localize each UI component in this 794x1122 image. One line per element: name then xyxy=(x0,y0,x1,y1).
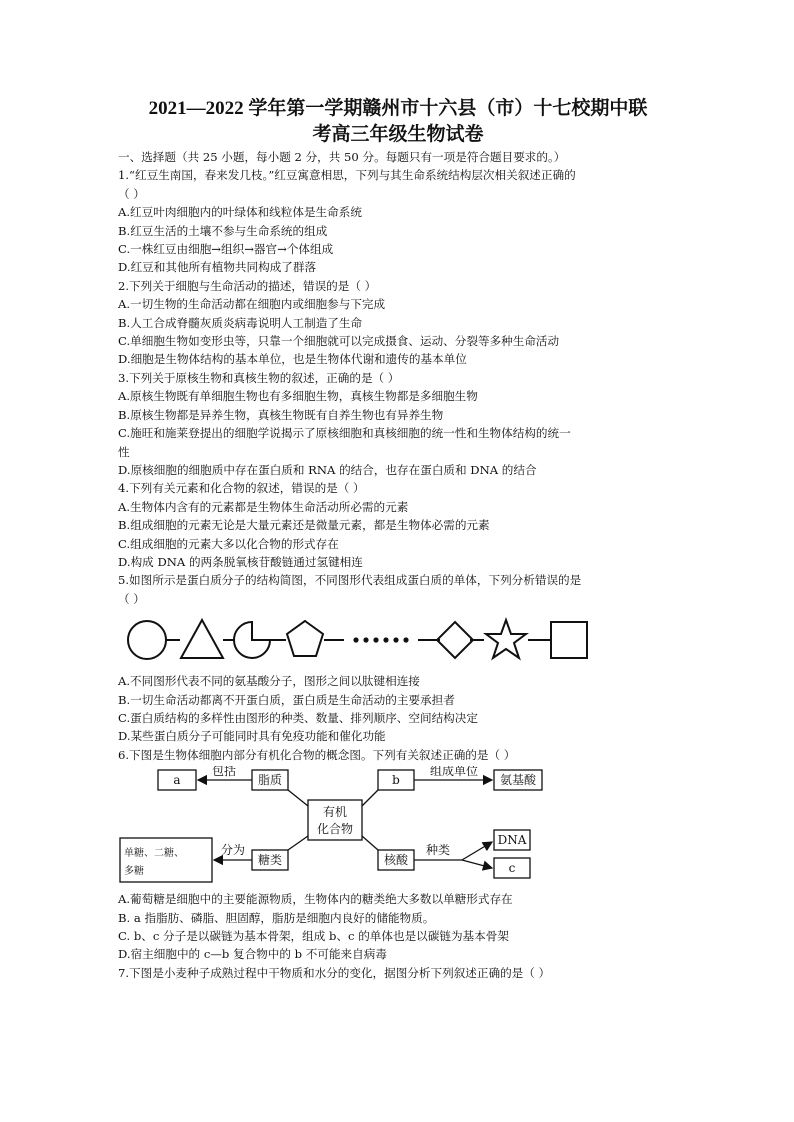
protein-structure-figure xyxy=(118,610,678,670)
label-kinds: 种类 xyxy=(425,843,451,858)
label-sugar-box-2: 多糖 xyxy=(124,866,144,878)
star-monomer xyxy=(486,620,526,658)
link-sugar xyxy=(288,836,308,850)
triangle-monomer xyxy=(181,620,223,658)
label-c: c xyxy=(508,861,516,876)
label-include: 包括 xyxy=(211,766,237,779)
concept-map-figure xyxy=(118,766,678,888)
exam-page xyxy=(118,96,678,982)
q2-option-a: A.一切生物的生命活动都在细胞内或细胞参与下完成 xyxy=(118,297,386,312)
link-b xyxy=(362,790,378,806)
link-nucleic xyxy=(362,836,378,850)
q5-option-c: C.蛋白质结构的多样性由图形的种类、数量、排列顺序、空间结构决定 xyxy=(118,710,478,725)
ellipsis-dots xyxy=(353,638,408,643)
q3-stem: 3.下列关于原核生物和真核生物的叙述，正确的是（ ） xyxy=(118,370,400,385)
section-heading: 一、选择题（共 25 小题，每小题 2 分，共 50 分。每题只有一项是符合题目要求的。） xyxy=(118,150,566,164)
q6-option-d: D.宿主细胞中的 c—b 复合物中的 b 不可能来自病毒 xyxy=(118,947,387,962)
pentagon-monomer xyxy=(287,621,323,656)
q2-option-d: D.细胞是生物体结构的基本单位，也是生物体代谢和遗传的基本单位 xyxy=(118,352,467,367)
q3-option-a: A.原核生物既有单细胞生物也有多细胞生物，真核生物都是多细胞生物 xyxy=(118,389,478,404)
title-line-2: 考高三年级生物试卷 xyxy=(312,124,484,145)
label-unit: 组成单位 xyxy=(429,766,479,779)
q2-stem: 2.下列关于细胞与生命活动的描述，错误的是（ ） xyxy=(118,278,377,293)
q1-stem: 1.“红豆生南国，春来发几枝。”红豆寓意相思，下列与其生命系统结构层次相关叙述正确的 xyxy=(118,168,576,183)
label-dna: DNA xyxy=(497,833,527,848)
q6-option-c: C. b、c 分子是以碳链为基本骨架，组成 b、c 的单体也是以碳链为基本骨架 xyxy=(118,929,509,943)
label-divide: 分为 xyxy=(220,843,246,858)
q6-stem: 6.下图是生物体细胞内部分有机化合物的概念图。下列有关叙述正确的是（ ） xyxy=(118,747,516,762)
q5-stem-bracket: （ ） xyxy=(118,591,145,606)
pacman-monomer xyxy=(234,622,270,658)
q4-option-b: B.组成细胞的元素无论是大量元素还是微量元素，都是生物体必需的元素 xyxy=(118,518,490,533)
q3-option-d: D.原核细胞的细胞质中存在蛋白质和 RNA 的结合，也存在蛋白质和 DNA 的结合 xyxy=(118,462,537,477)
arrow-dna xyxy=(462,842,492,860)
q1-stem-bracket: （ ） xyxy=(118,186,145,201)
q1-option-d: D.红豆和其他所有植物共同构成了群落 xyxy=(118,260,317,275)
exam-title xyxy=(118,96,678,148)
q1-option-c: C.一株红豆由细胞→组织→器官→个体组成 xyxy=(118,242,334,257)
label-lipid: 脂质 xyxy=(257,773,283,788)
q5-option-d: D.某些蛋白质分子可能同时具有免疫功能和催化功能 xyxy=(118,729,386,744)
q4-stem: 4.下列有关元素和化合物的叙述，错误的是（ ） xyxy=(118,481,365,496)
q4-option-c: C.组成细胞的元素大多以化合物的形式存在 xyxy=(118,536,339,551)
q5-option-a: A.不同图形代表不同的氨基酸分子，图形之间以肽键相连接 xyxy=(118,674,420,689)
concept-map-svg xyxy=(118,766,678,884)
q5-stem: 5.如图所示是蛋白质分子的结构简图，不同图形代表组成蛋白质的单体，下列分析错误的是 xyxy=(118,573,582,588)
q1-option-a: A.红豆叶肉细胞内的叶绿体和线粒体是生命系统 xyxy=(118,205,362,220)
q2-option-c: C.单细胞生物如变形虫等，只靠一个细胞就可以完成摄食、运动、分裂等多种生命活动 xyxy=(118,334,560,349)
q5-option-b: B.一切生命活动都离不开蛋白质，蛋白质是生命活动的主要承担者 xyxy=(118,692,455,707)
arrow-c xyxy=(462,860,492,868)
q1-option-b: B.红豆生活的土壤不参与生命系统的组成 xyxy=(118,223,328,238)
q3-option-c-cont: 性 xyxy=(118,444,130,459)
q4-option-a: A.生物体内含有的元素都是生物体生命活动所必需的元素 xyxy=(118,499,409,514)
q7-stem: 7.下图是小麦种子成熟过程中干物质和水分的变化，据图分析下列叙述正确的是（ ） xyxy=(118,965,551,980)
label-a: a xyxy=(173,773,181,788)
diamond-monomer xyxy=(437,622,473,658)
q6-option-b: B. a 指脂肪、磷脂、胆固醇，脂肪是细胞内良好的储能物质。 xyxy=(118,910,435,925)
q2-option-b: B.人工合成脊髓灰质炎病毒说明人工制造了生命 xyxy=(118,315,363,330)
square-monomer xyxy=(551,622,587,658)
label-sugar-box-1: 单糖、二糖、 xyxy=(124,848,184,860)
label-b: b xyxy=(392,773,400,788)
label-center-1: 有机 xyxy=(322,805,348,820)
label-sugar: 糖类 xyxy=(257,853,283,868)
q3-option-c: C.施旺和施莱登提出的细胞学说揭示了原核细胞和真核细胞的统一性和生物体结构的统一 xyxy=(118,426,571,441)
label-amino-acid: 氨基酸 xyxy=(499,773,537,788)
protein-chain-svg xyxy=(118,610,678,666)
title-line-1: 2021—2022 学年第一学期赣州市十六县（市）十七校期中联 xyxy=(148,98,648,119)
label-center-2: 化合物 xyxy=(316,822,354,837)
circle-monomer xyxy=(128,621,166,659)
q6-option-a: A.葡萄糖是细胞中的主要能源物质，生物体内的糖类绝大多数以单糖形式存在 xyxy=(118,892,513,907)
q4-option-d: D.构成 DNA 的两条脱氧核苷酸链通过氢键相连 xyxy=(118,554,363,569)
label-nucleic: 核酸 xyxy=(383,853,409,868)
link-lipid xyxy=(288,790,308,806)
q3-option-b: B.原核生物都是异养生物，真核生物既有自养生物也有异养生物 xyxy=(118,407,444,422)
